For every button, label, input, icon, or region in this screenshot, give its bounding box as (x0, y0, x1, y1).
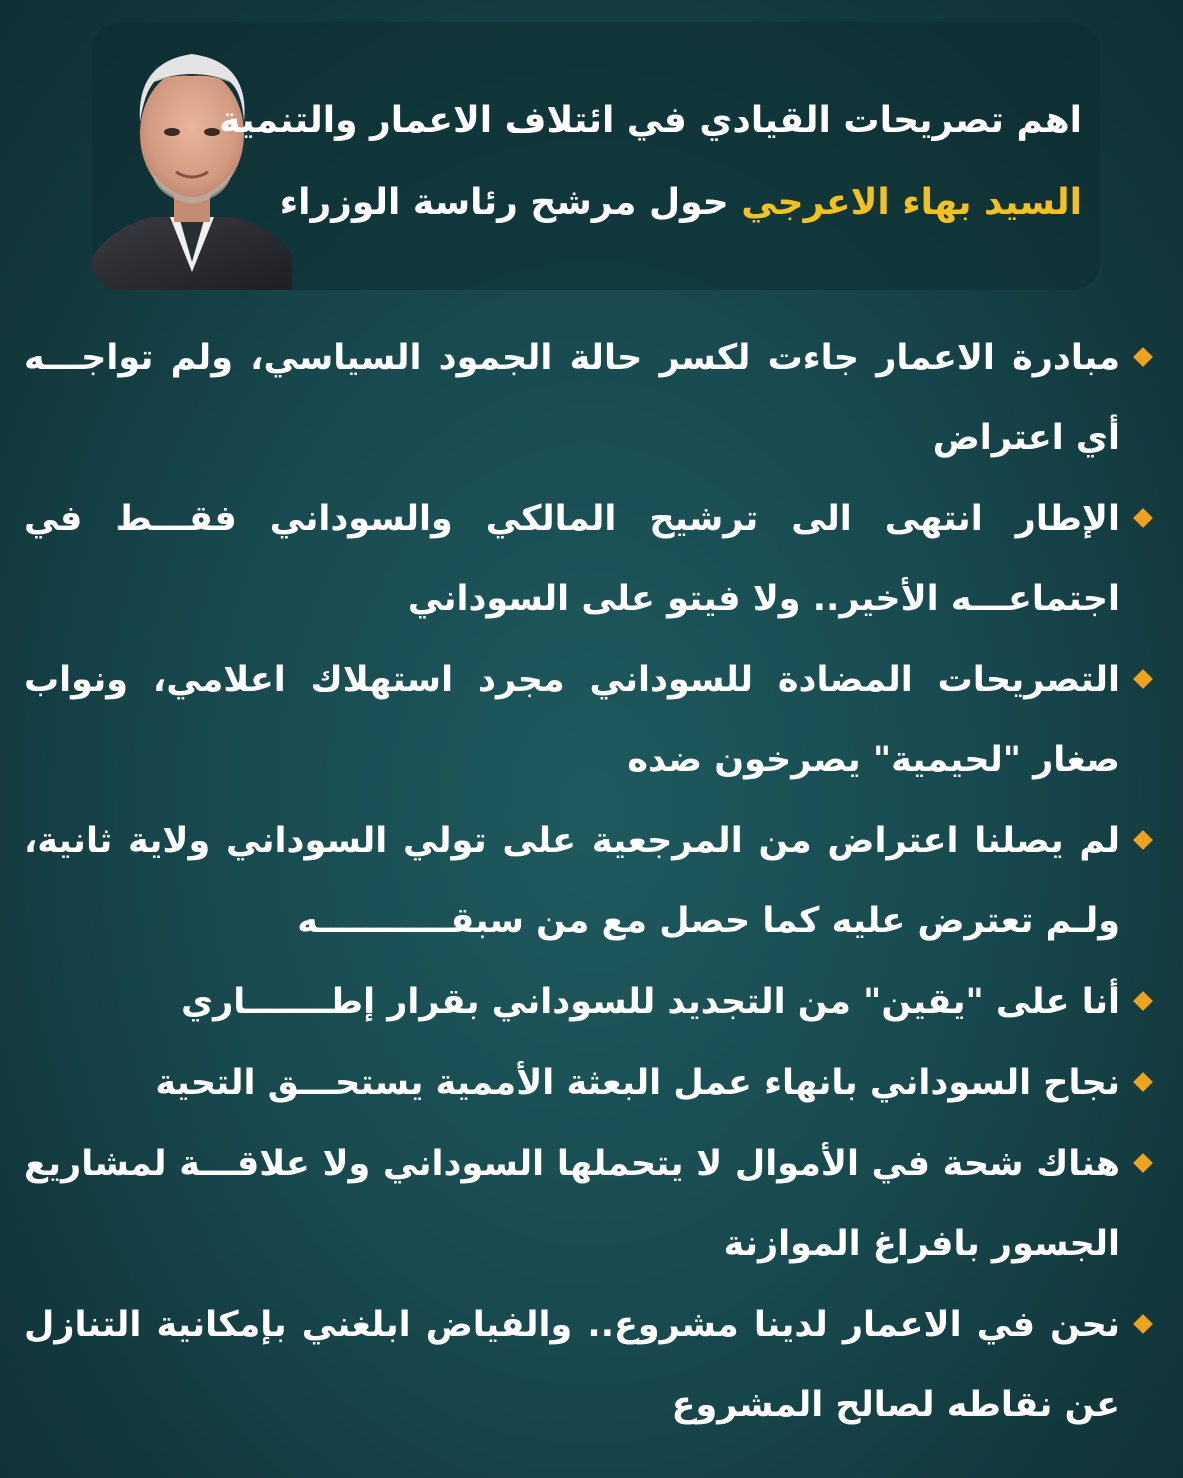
statement-item (24, 479, 1152, 639)
statement-text: أنا على "يقين" من التجديد للسوداني بقرار إطـــــــاري (181, 982, 1120, 1022)
statement-text: هناك شحة في الأموال لا يتحملها السوداني ولا علاقـــة لمشاريع الجسور بافراغ الموازنة (24, 1144, 1120, 1264)
diamond-bullet-icon (1133, 347, 1153, 367)
statement-item (24, 962, 1152, 1042)
diamond-bullet-icon (1133, 508, 1153, 528)
statement-item (24, 640, 1152, 800)
header-title-line-2-rest: حول مرشح رئاسة الوزراء (279, 182, 742, 223)
statement-text: لم يصلنا اعتراض من المرجعية على تولي السوداني ولاية ثانية، ولـم تعترض عليه كما حصل مع من سبقـــــــــــه (24, 821, 1120, 941)
statement-text: مبادرة الاعمار جاءت لكسر حالة الجمود السياسي، ولم تواجـــه أي اعتراض (24, 338, 1120, 458)
statements-list (24, 318, 1152, 1445)
header-card (92, 22, 1100, 290)
statement-item (24, 801, 1152, 961)
header-title-line-2 (280, 182, 1082, 223)
diamond-bullet-icon (1133, 1153, 1153, 1173)
statement-item (24, 1285, 1152, 1445)
portrait-photo (92, 22, 292, 290)
diamond-bullet-icon (1133, 1072, 1153, 1092)
statement-text: الإطار انتهى الى ترشيح المالكي والسوداني فقـــط في اجتماعـــه الأخير.. ولا فيتو على السوداني (24, 499, 1120, 619)
statement-item (24, 318, 1152, 478)
statement-item (24, 1043, 1152, 1123)
highlighted-name: السيد بهاء الاعرجي (741, 182, 1082, 223)
statement-item (24, 1124, 1152, 1284)
header-title-line-1: اهم تصريحات القيادي في ائتلاف الاعمار والتنمية (219, 100, 1082, 141)
statement-text: نحن في الاعمار لدينا مشروع.. والفياض ابلغني بإمكانية التنازل عن نقاطه لصالح المشروع (24, 1305, 1120, 1425)
diamond-bullet-icon (1133, 830, 1153, 850)
diamond-bullet-icon (1133, 1314, 1153, 1334)
statement-text: التصريحات المضادة للسوداني مجرد استهلاك اعلامي، ونواب صغار "لحيمية" يصرخون ضده (24, 660, 1120, 780)
diamond-bullet-icon (1133, 991, 1153, 1011)
statement-text: نجاح السوداني بانهاء عمل البعثة الأممية يستحـــق التحية (155, 1063, 1120, 1103)
diamond-bullet-icon (1133, 669, 1153, 689)
